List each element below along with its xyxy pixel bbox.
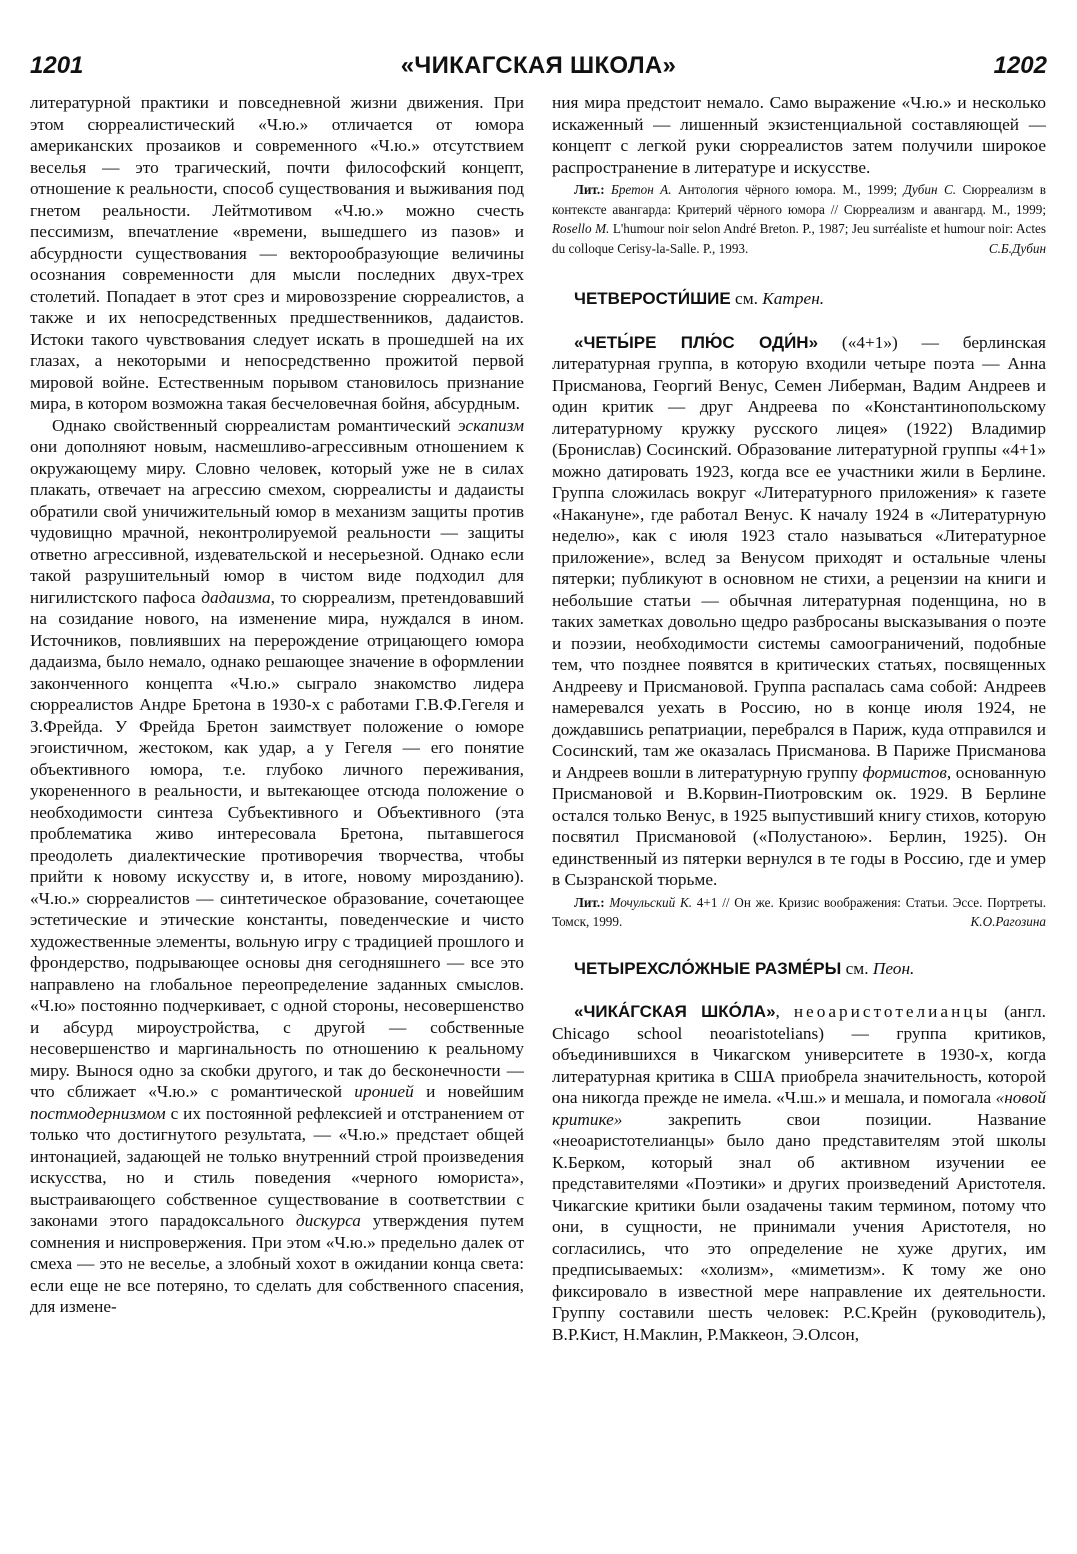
term-link: дискурса [295,1211,361,1230]
bibliography-block [552,180,1046,258]
term-link: постмодернизмом [30,1103,166,1123]
cross-reference: Катрен. [762,289,825,308]
term-link: иронией [354,1082,414,1101]
page-header [30,52,1047,86]
page-number-left: 1201 [30,52,84,79]
spaced-term: неоаристотелианцы [793,1002,991,1021]
cross-reference: Пеон. [872,958,915,978]
bibliography: Лит.: Бретон А. Антология чёрного юмора. М., 1999; Дубин С. Сюрреализм в контексте авангарда: Критерий чёрного юмора // Сюрреализм и авангард. М., 1999; Rosello M. L'humour noir selon André Breton. P., 1987; Jeu surréaliste et humour noir: Actes du colloque Cerisy-la-Salle. P., 1993. [552,182,1046,256]
paragraph-continued: ния мира предстоит немало. Само выражение «Ч.ю.» и несколько искаженный — лишенный экзистенциальной составляющей — концепт с легкой руки сюрреалистов затем получили широкое распространение в литературе и искусстве. [552,93,1046,177]
headword: ЧЕТЫРЕХСЛО́ЖНЫЕ РАЗМЕ́РЫ [574,958,842,978]
bibliography-block [552,893,1046,932]
headword: ЧЕТВЕРОСТИ́ШИЕ [574,289,731,308]
term-link: «новой критике» [552,1088,1046,1129]
right-column [552,92,1046,1542]
headword: «ЧЕТЫ́РЕ ПЛЮ́С ОДИ́Н» [574,332,819,352]
entry-see-reference: ЧЕТВЕРОСТИ́ШИЕ см. Катрен. [574,289,825,308]
article-author: К.О.Рагозина [970,914,1046,929]
entry-see-reference: ЧЕТЫРЕХСЛО́ЖНЫЕ РАЗМЕ́РЫ см. Пеон. [574,958,915,978]
page-number-right: 1202 [993,52,1047,79]
bibliography: Лит.: Мочульский К. 4+1 // Он же. Кризис воображения: Статьи. Эссе. Портреты. Томск, 1999. [552,894,1046,929]
entry: «ЧИКА́ГСКАЯ ШКО́ЛА», неоаристотелианцы (англ. Chicago school neoaristotelians) — группа критиков, объединившихся в Чикагском университете в 1930-х, когда литературная критика в США приобрела значительность, которой она никогда прежде не имела. «Ч.ш.» и мешала, и помогала «новой критике» закрепить свои позиции. Название «неоаристотелианцы» было дано представителям этой школы К.Берком, который знал об активном изучении ее представителями «Поэтики» и других произведений Аристотеля. Чикагские критики были озадачены таким термином, потому что они, в сущности, не принимали учения Аристотеля, но согласились, что это определение не хуже других, им предписываемых: «холизм», «миметизм». К тому же оно фиксировало в известной мере направление их деятельности. Группу составили шесть человек: Р.С.Крейн (руководитель), В.Р.Кист, Н.Маклин, Р.Маккеон, Э.Олсон, [552,1002,1046,1344]
article-author: С.Б.Дубин [988,240,1046,256]
running-title: «ЧИКАГСКАЯ ШКОЛА» [400,52,677,79]
paragraph: Однако свойственный сюрреалистам романтический эскапизм они дополняют новым, насмешливо-агрессивным отношением к окружающему миру. Словно человек, который уже не в силах плакать, отвечает на агрессию смехом, сюрреалисты и дадаисты обратили свой уничижительный юмор в механизм защиты против чудовищно мрачной, неконтролируемой реальности — защиты ответно агрессивной, издевательской и несерьезной. Однако если такой разрушительный юмор в чистом виде подходил для нигилистского пафоса дадаизма, то сюрреализм, претендовавший на созидание нового, на изменение мира, нуждался в ином. Источников, повлиявших на перерождение отрицающего юмора дадаизма, было немало, однако решающее значение в оформлении законченного концепта «Ч.ю.» сыграло знакомство лидера сюрреалистов Андре Бретона в 1930-х с работами Г.В.Ф.Гегеля и З.Фрейда. У Фрейда Бретон заимствует положение о юморе эгоистичном, жестоком, как удар, а у Гегеля — его понятие объективного юмора, т.е. глубоко личного переживания, укорененного в реальности, и вытекающее отсюда положение о необходимости синтеза Субъективного и Объективного (эта проблематика живо интересовала Бретона, пытавшегося преодолеть диалектические противоречия творчества, чтобы прийти к новому искусству и, в итоге, новому мирозданию). «Ч.ю.» сюрреалистов — синтетическое образование, сочетающее эстетические и этические константы, поведенческие и чисто художественные элементы, вольную игру с традицией прошлого и фрондерство, подрывающее основы дня сегодняшнего — все это направлено на глобальное переопределение заданных смыслов. «Ч.ю» постоянно подчеркивает, с одной стороны, несовершенство и абсурд мироустройства, с другой — собственные несовершенство и маргинальность по отношению к реальному миру. Вынося одно за скобки другого, и так до бесконечности — что сближает «Ч.ю.» с романтической иронией и новейшим постмодернизмом с их постоянной рефлексией и отстранением от только что достигнутого результата, — «Ч.ю.» предстает общей интонацией, задающей не только внутренний строй произведения искусства, но и стиль поведения «черного юмориста», выстраивающего собственное существование в соответствии с законами этого парадоксального дискурса утверждения путем сомнения и ниспровержения. При этом «Ч.ю.» предельно далек от смеха — это не веселье, а злобный хохот в ожидании конца света: если еще не все потеряно, то сделать для собственного спасения, для измене- [30,415,524,1316]
term-link: эскапизм [458,415,524,435]
left-column [30,92,524,1542]
term-link: формистов [862,762,947,782]
headword: «ЧИКА́ГСКАЯ ШКО́ЛА» [574,1002,776,1021]
entry: «ЧЕТЫ́РЕ ПЛЮ́С ОДИ́Н» («4+1») — берлинская литературная группа, в которую входили четыре поэта — Анна Присманова, Георгий Венус, Семен Либерман, Вадим Андреев и один критик — друг Андреева по «Константинопольскому литературному кружку русского лицея» (1922) Владимир (Бронислав) Сосинский. Образование литературной группы «4+1» можно датировать 1923, когда все ее участники жили в Берлине. Группа сложилась вокруг «Литературного приложения» к газете «Накануне», где работал Венус. К началу 1924 в «Литературную неделю», как с июля 1923 стало называться «Литературное приложение», вслед за Венусом приходят и остальные члены пятерки; публикуют в основном не стихи, а рецензии на книги и небольшие статьи — обычная литературная поденщина, но в таких заметках довольно щедро разбросаны высказывания о поэте и поэзии, необходимости системы самоограничений, подобные тем, что позднее появятся в критических статьях, посвященных Андрееву и Присмановой. Группа распалась сама собой: Андреев намеревался уехать в Россию, но в конце июля 1924, не дождавшись репатриации, перебрался в Париж, куда отправился и Сосинский, там же оказалась Присманова. В Париже Присманова и Андреев вошли в литературную группу формистов, основанную Присмановой и В.Корвин-Пиотровским ок. 1929. В Берлине остался только Венус, в 1925 выпустивший книгу стихов, которую посвятил Присмановой («Полустаною». Берлин, 1925). Он единственный из пятерки вернулся в те годы в Россию, где и умер в Сызранской тюрьме. [552,332,1046,889]
paragraph-continued: литературной практики и повседневной жизни движения. При этом сюрреалистический «Ч.ю.» отличается от юмора американских прозаиков и современного «Ч.ю.» отсутствием веселья — это трагический, почти философский концепт, отношение к реальности, способ существования и выживания под гнетом реальности. Лейтмотивом «Ч.ю.» можно счесть пессимизм, впечатление «времени, вышедшего из пазов» и абсурдности существования — векторообразующие величины осознания современности для мысли последних двух-трех столетий. Попадает в этот срез и мировоззрение сюрреалистов, а также и их непосредственных предшественников, дадаистов. Истоки такого чувствования следует искать в прошедшей на их глазах, а некоторыми и непосредственно прожитой первой мировой войне. Естественным порывом становилось признание мира, в котором возможна такая бесчеловечная бойня, абсурдным. [30,93,524,413]
term-link: дадаизма [201,587,271,607]
